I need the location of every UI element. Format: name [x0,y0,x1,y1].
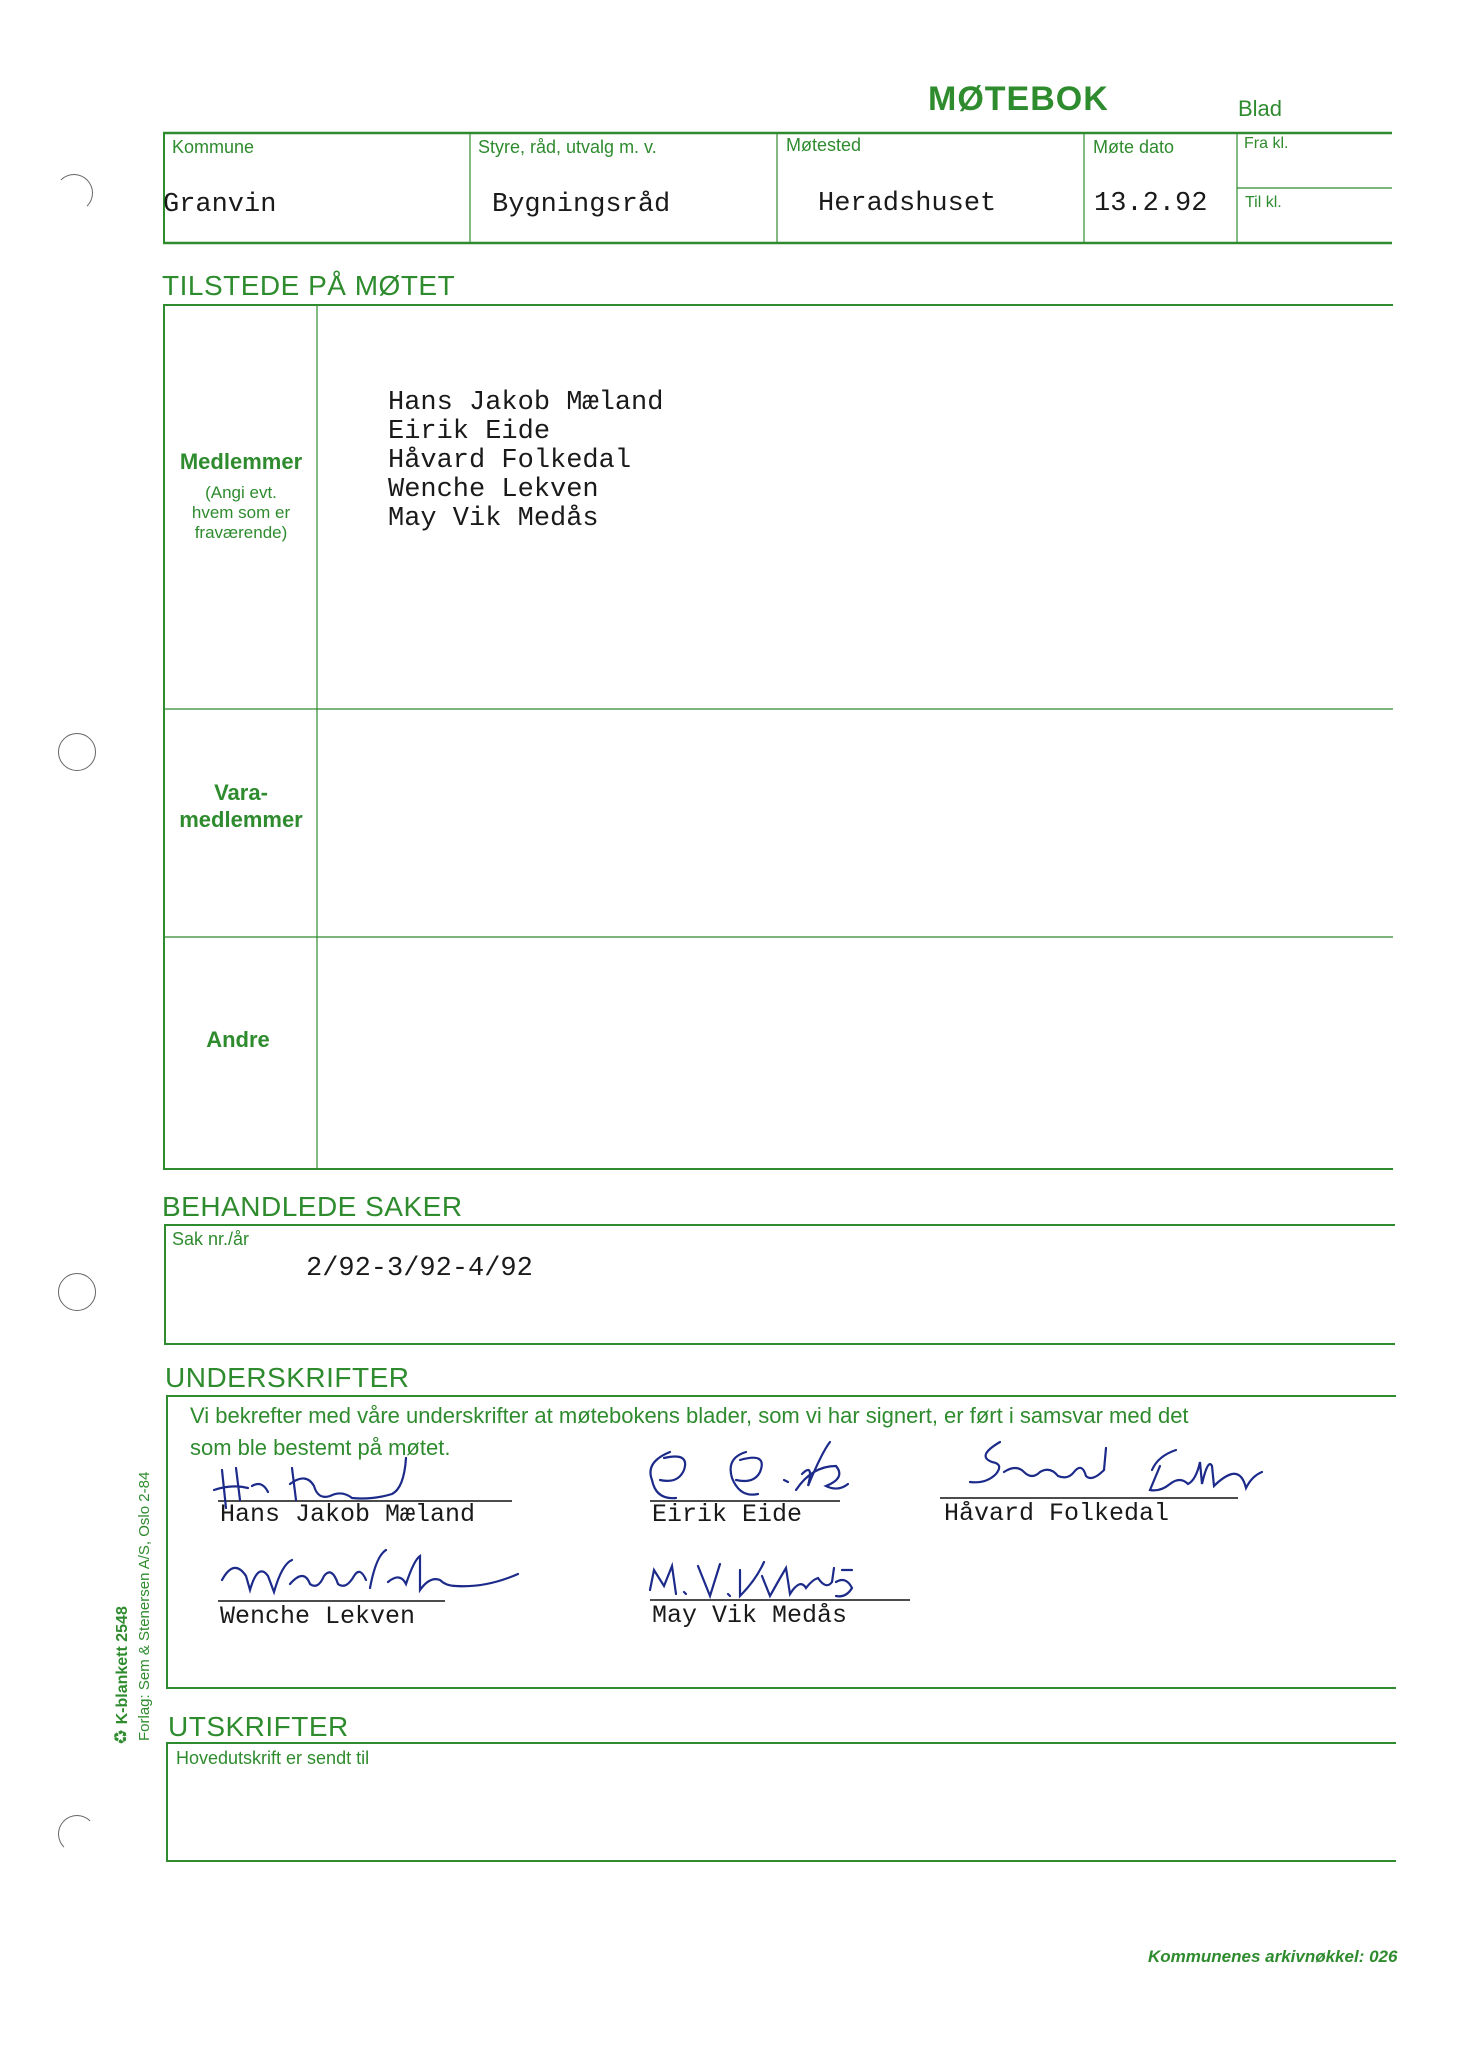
underskrifter-text-line1: Vi bekrefter med våre underskrifter at møtebokens blader, som vi har signert, er ført i samsvar med det [190,1403,1189,1428]
signature-name: Hans Jakob Mæland [220,1500,476,1529]
medlemmer-label: Medlemmer [179,449,303,474]
member-name: Håvard Folkedal [388,446,632,476]
sak-label: Sak nr./år [172,1229,250,1249]
arkivnokkel: Kommunenes arkivnøkkel: 026 [1148,1947,1398,1966]
tilstede-heading: TILSTEDE PÅ MØTET [162,270,456,301]
kommune-value: Granvin [163,190,277,220]
medlemmer-note-line: fraværende) [194,523,288,542]
medlemmer-note-line: hvem som er [191,503,291,522]
blankett-number: K-blankett 2548 [114,1606,131,1725]
underskrifter-text-line2: som ble bestemt på møtet. [190,1435,451,1460]
utskrifter-heading: UTSKRIFTER [168,1711,349,1742]
member-name: Hans Jakob Mæland [388,388,664,418]
signature-name: Eirik Eide [652,1500,803,1529]
kommune-label: Kommune [172,137,255,157]
utskrifter-label: Hovedutskrift er sendt til [176,1748,370,1768]
form-title: MØTEBOK [928,80,1109,118]
signature-name: Wenche Lekven [220,1602,416,1631]
saker-heading: BEHANDLEDE SAKER [162,1191,463,1222]
side-print-block [110,1472,156,1745]
sak-value: 2/92-3/92-4/92 [306,1254,533,1284]
member-name: Wenche Lekven [388,475,599,505]
mote-dato-label: Møte dato [1093,137,1175,157]
forlag-text: Forlag: Sem & Stenersen A/S, Oslo 2-84 [136,1471,153,1741]
signature-name: Håvard Folkedal [944,1499,1170,1528]
member-name: May Vik Medås [388,504,599,534]
underskrifter-heading: UNDERSKRIFTER [165,1362,410,1393]
styre-label: Styre, råd, utvalg m. v. [478,137,657,157]
styre-value: Bygningsråd [492,190,671,220]
vara-label-line: Vara- [214,780,268,805]
vara-label-line: medlemmer [179,807,303,832]
fra-kl-label: Fra kl. [1244,135,1289,152]
recycle-icon: ♻ [111,1728,131,1745]
til-kl-label: Til kl. [1245,194,1282,211]
mote-dato-value: 13.2.92 [1094,189,1208,219]
motested-label: Møtested [786,135,862,155]
member-name: Eirik Eide [388,417,551,447]
signature-name: May Vik Medås [652,1601,848,1630]
motested-value: Heradshuset [818,189,997,219]
andre-label-text: Andre [206,1027,270,1052]
medlemmer-note-line: (Angi evt. [205,483,277,502]
blad-label: Blad [1238,96,1283,121]
